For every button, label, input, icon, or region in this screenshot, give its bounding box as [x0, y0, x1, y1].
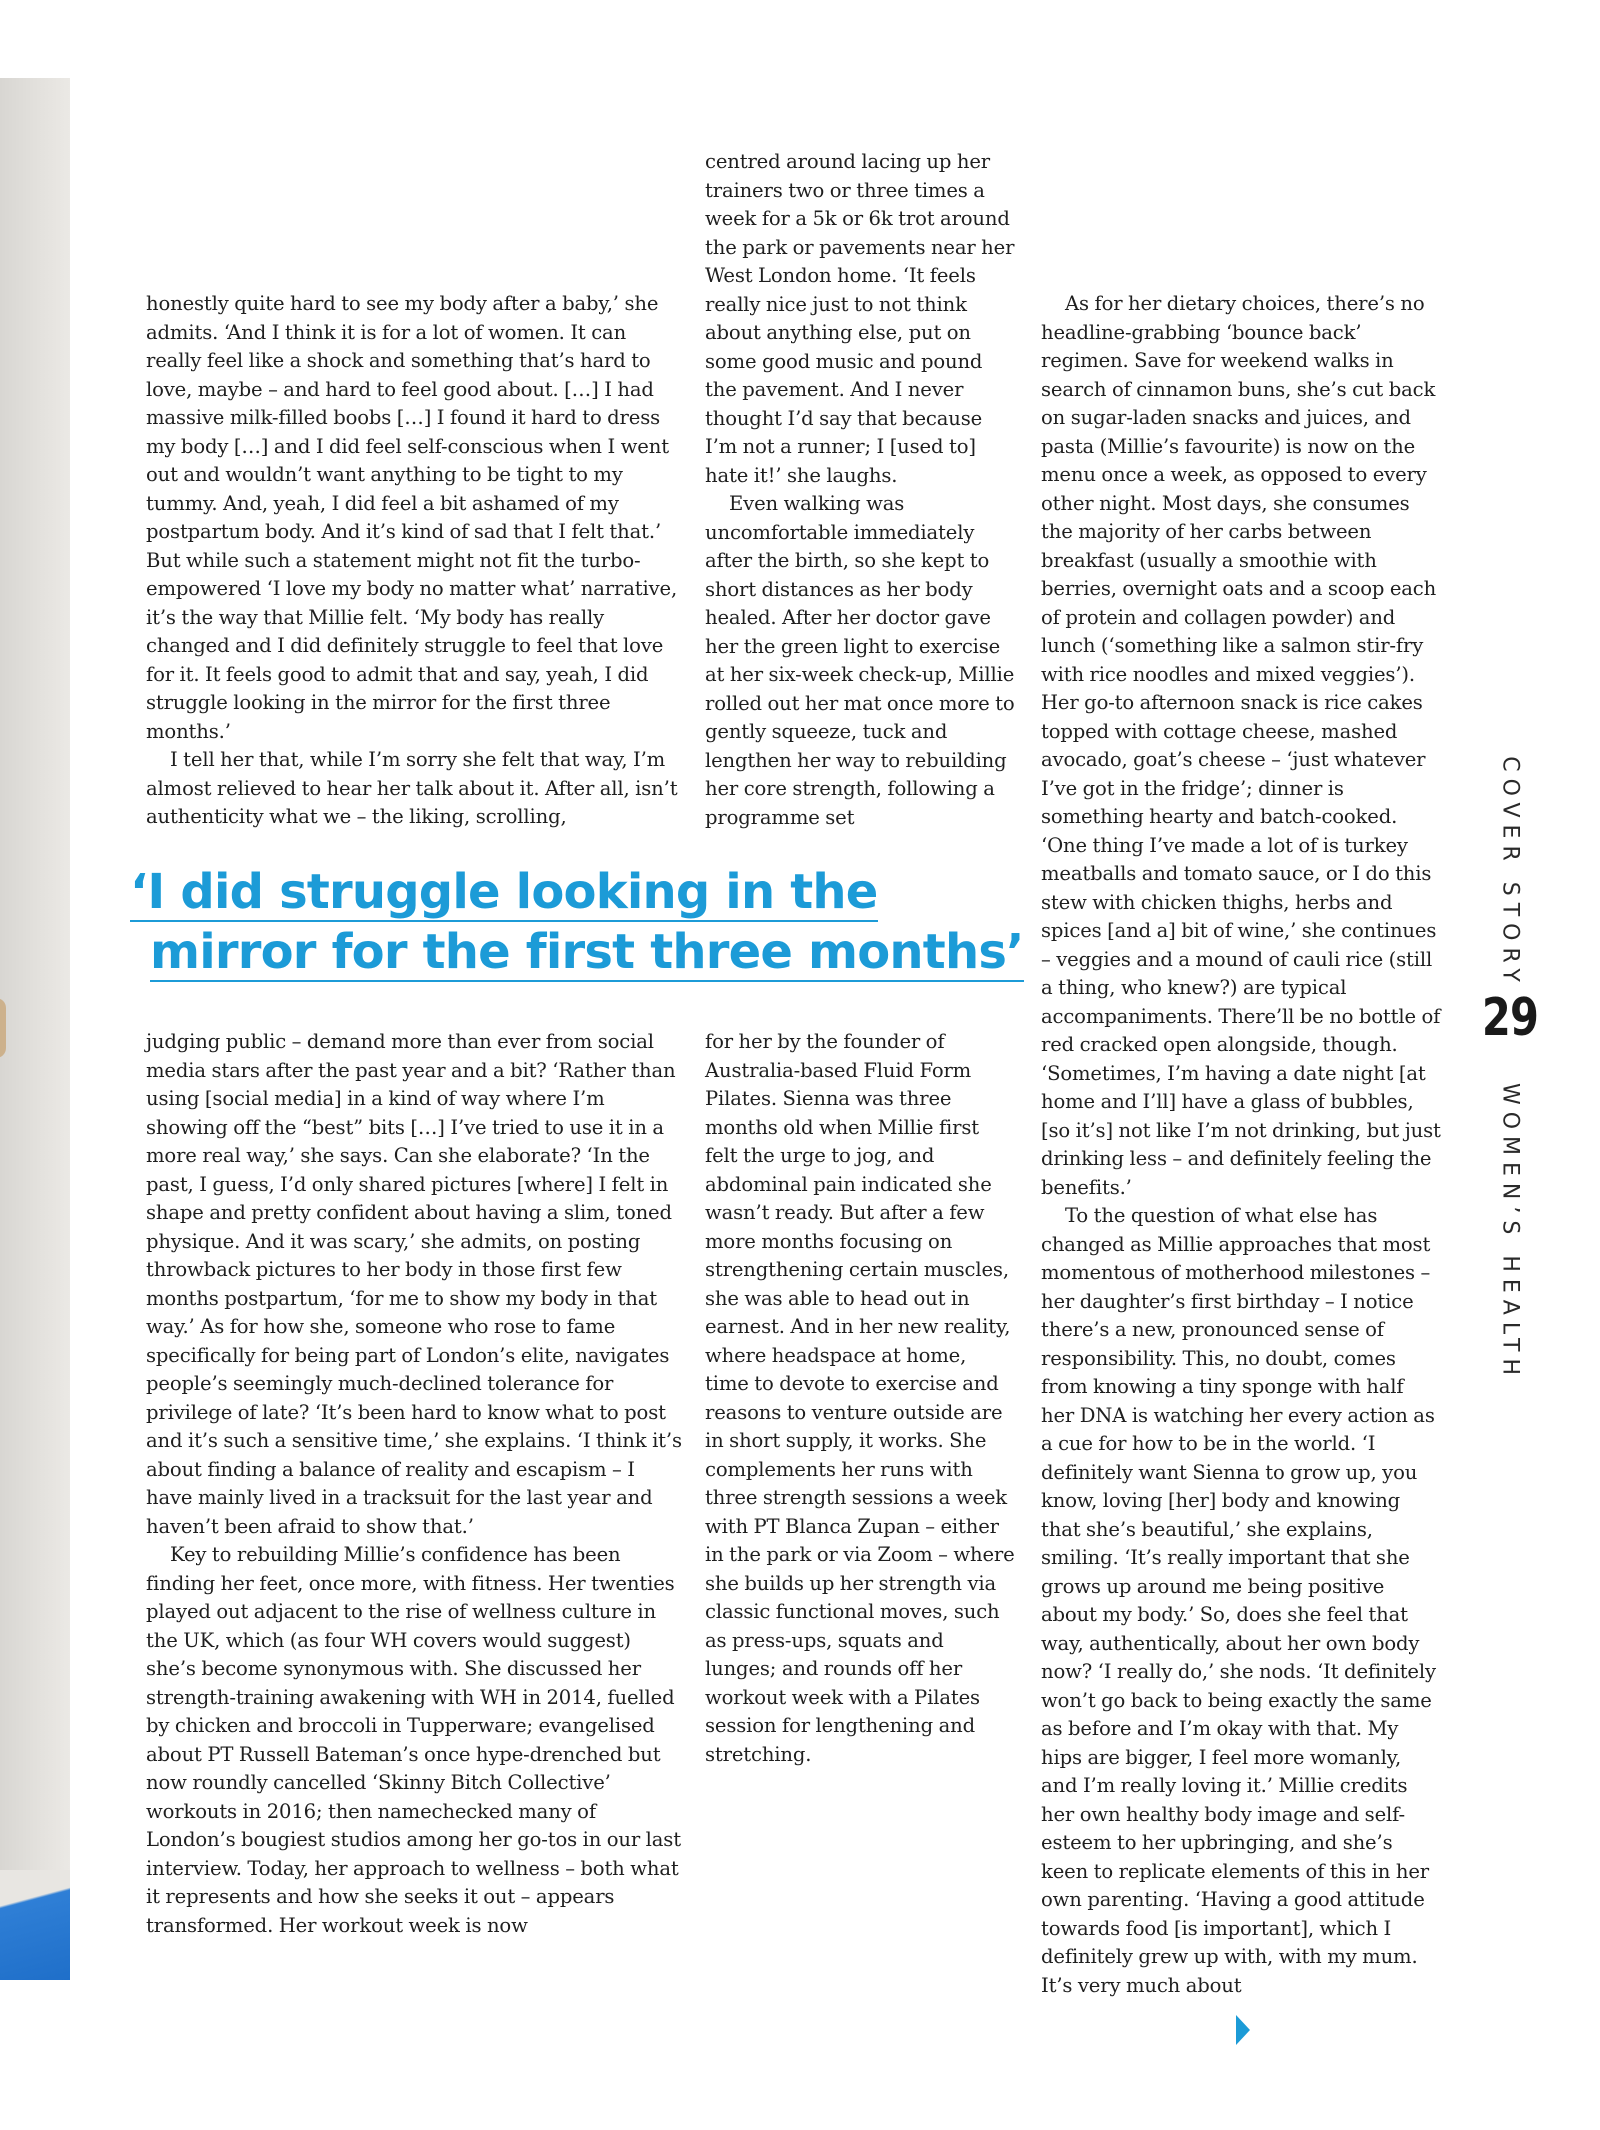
paragraph: I tell her that, while I’m sorry she felt that way, I’m almost relieved to hear her talk about it. After all, isn’t authenticity what we – the liking, scrolling, — [146, 748, 678, 828]
paragraph: To the question of what else has changed as Millie approaches that most momentous of motherhood milestones – her daughter’s first birthday – I notice there’s a new, pronounced sense of responsibility. This, no doubt, comes from knowing a tiny sponge with half her DNA is watching her every action as a cue for how to be in the world. ‘I definitely want Sienna to grow up, you know, loving [her] body and knowing that she’s beautiful,’ she explains, smiling. ‘It’s really important that she grows up around me being positive about my body.’ So, does she feel that way, authentically, about her own body now? ‘I really do,’ she nods. ‘It definitely won’t go back to being exactly the same as before and I’m okay with that. My hips are bigger, I feel more womanly, and I’m really loving it.’ Millie credits her own healthy body image and self-esteem to her upbringing, and she’s keen to replicate elements of this in her own parenting. ‘Having a good attitude towards food [is important], which I definitely grew up with, with my mum. It’s very much about — [1041, 1204, 1436, 1997]
cover-photo-edge — [0, 78, 70, 1980]
article-column-1-top — [146, 290, 686, 832]
article-column-2-top — [705, 148, 1015, 832]
page-sidebar — [1480, 756, 1540, 1383]
paragraph: judging public – demand more than ever from social media stars after the past year and a bit? ‘Rather than using [social media] in a kind of way where I’m showing off the “best” bits […] I’ve tried to use it in a more real way,’ she says. Can she elaborate? ‘In the past, I guess, I’d only shared pictures [where] I felt in shape and pretty confident about having a slim, toned physique. And it was scary,’ she admits, on posting throwback pictures to her body in those first few months postpartum, ‘for me to show my body in that way.’ As for how she, someone who rose to fame specifically for being part of London’s elite, navigates people’s seemingly much-declined tolerance for privilege of late? ‘It’s been hard to know what to post and it’s such a sensitive time,’ she explains. ‘I think it’s about finding a balance of reality and escapism – I have mainly lived in a tracksuit for the last year and haven’t been afraid to show that.’ — [146, 1030, 682, 1538]
pull-quote-line-2: mirror for the first three months’ — [150, 924, 1024, 980]
section-label: COVER STORY — [1497, 756, 1523, 989]
page-number: 29 — [1481, 988, 1539, 1048]
article-column-2-bottom — [705, 1028, 1015, 1769]
article-column-3 — [1041, 290, 1441, 2000]
photo-blue-area — [0, 1870, 70, 1980]
photo-detail — [0, 998, 6, 1058]
paragraph: As for her dietary choices, there’s no headline-grabbing ‘bounce back’ regimen. Save for weekend walks in search of cinnamon buns, she’s cut back on sugar-laden snacks and juices, and pasta (Millie’s favourite) is now on the menu once a week, as opposed to every other night. Most days, she consumes the majority of her carbs between breakfast (usually a smoothie with berries, overnight oats and a scoop each of protein and collagen powder) and lunch (‘something like a salmon stir-fry with rice noodles and mixed veggies’). Her go-to afternoon snack is rice cakes topped with cottage cheese, mashed avocado, goat’s cheese – ‘just whatever I’ve got in the fridge’; dinner is something hearty and batch-cooked. ‘One thing I’ve made a lot of is turkey meatballs and tomato sauce, or I do this stew with chicken thighs, herbs and spices [and a] bit of wine,’ she continues – veggies and a mound of cauli rice (still a thing, who knew?) are typical accompaniments. There’ll be no bottle of red cracked open alongside, though. ‘Sometimes, I’m having a date night [at home and I’ll] have a glass of bubbles, [so it’s] not like I’m not drinking, but just drinking less – and definitely feeling the benefits.’ — [1041, 292, 1441, 1199]
paragraph: Even walking was uncomfortable immediately after the birth, so she kept to short distances as her body healed. After her doctor gave her the green light to exercise at her six-week check-up, Millie rolled out her mat once more to gently squeeze, tuck and lengthen her way to rebuilding her core strength, following a programme set — [705, 492, 1015, 829]
article-column-1-bottom — [146, 1028, 686, 1940]
paragraph: for her by the founder of Australia-based Fluid Form Pilates. Sienna was three months old when Millie first felt the urge to jog, and abdominal pain indicated she wasn’t ready. But after a few more months focusing on strengthening certain muscles, she was able to head out in earnest. And in her new reality, where headspace at home, time to devote to exercise and reasons to venture outside are in short supply, it works. She complements her runs with three strength sessions a week with PT Blanca Zupan – either in the park or via Zoom – where she builds up her strength via classic functional moves, such as press-ups, squats and lunges; and rounds off her workout week with a Pilates session for lengthening and stretching. — [705, 1030, 1015, 1766]
paragraph: centred around lacing up her trainers two or three times a week for a 5k or 6k trot around the park or pavements near her West London home. ‘It feels really nice just to not think about anything else, put on some good music and pound the pavement. And I never thought I’d say that because I’m not a runner; I [used to] hate it!’ she laughs. — [705, 150, 1015, 487]
magazine-name: WOMEN’S HEALTH — [1497, 1082, 1523, 1383]
pull-quote-line-1: ‘I did struggle looking in the — [130, 864, 878, 920]
paragraph: Key to rebuilding Millie’s confidence has been finding her feet, once more, with fitness. Her twenties played out adjacent to the rise of wellness culture in the UK, which (as four WH covers would suggest) she’s become synonymous with. She discussed her strength-training awakening with WH in 2014, fuelled by chicken and broccoli in Tupperware; evangelised about PT Russell Bateman’s once hype-drenched but now roundly cancelled ‘Skinny Bitch Collective’ workouts in 2016; then namechecked many of London’s bougiest studios among her go-tos in our last interview. Today, her approach to wellness – both what it represents and how she seeks it out – appears transformed. Her workout week is now — [146, 1543, 681, 1937]
pull-quote — [130, 862, 1024, 982]
paragraph: honestly quite hard to see my body after a baby,’ she admits. ‘And I think it is for a lot of women. It can really feel like a shock and something that’s hard to love, maybe – and hard to feel good about. […] I had massive milk-filled boobs […] I found it hard to dress my body […] and I did feel self-conscious when I went out and wouldn’t want anything to be tight to my tummy. And, yeah, I did feel a bit ashamed of my postpartum body. And it’s kind of sad that I felt that.’ But while such a statement might not fit the turbo-empowered ‘I love my body no matter what’ narrative, it’s the way that Millie felt. ‘My body has really changed and I did definitely struggle to feel that love for it. It feels good to admit that and say, yeah, I did struggle looking in the mirror for the first three months.’ — [146, 292, 678, 743]
triangle-right-icon — [1236, 2015, 1250, 2045]
